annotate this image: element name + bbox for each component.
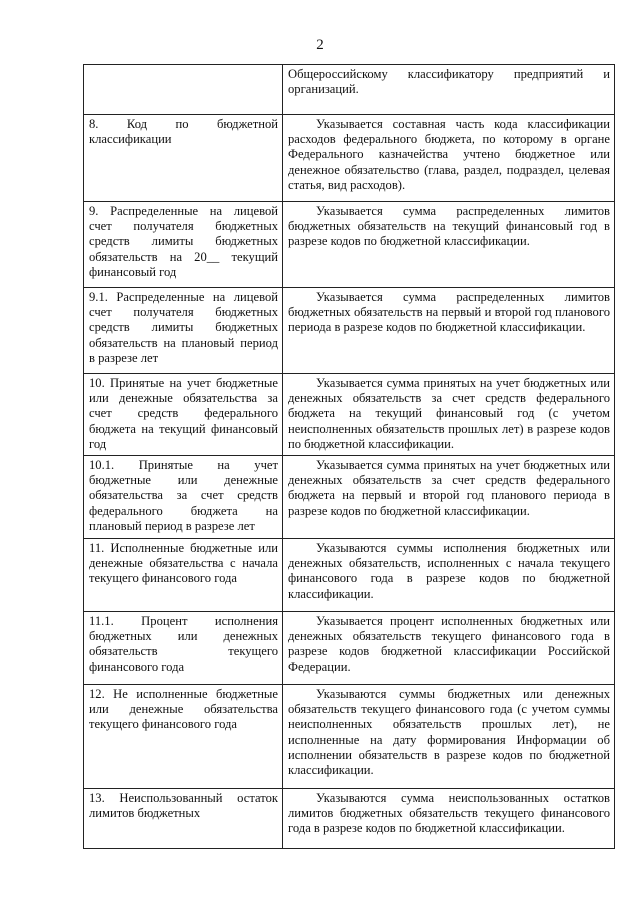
description-text: Указывается сумма принятых на учет бюджетных или денежных обязательств за счет средств федерального бюджета на первый и второй год планового периода в разрезе кодов по бюджетной классификации. <box>288 458 610 518</box>
description-text: Указывается сумма распределенных лимитов бюджетных обязательств на текущий финансовый год в разрезе кодов по бюджетной классификации. <box>288 204 610 249</box>
field-name-cell <box>84 456 283 539</box>
table-row <box>84 65 615 115</box>
table-row <box>84 374 615 456</box>
field-name-text: 13. Неиспользованный остаток лимитов бюджетных <box>89 791 278 821</box>
description-cell <box>283 539 615 612</box>
table-row <box>84 202 615 288</box>
field-name-cell <box>84 115 283 202</box>
description-cell <box>283 202 615 288</box>
page-number: 2 <box>316 37 324 53</box>
description-cell <box>283 456 615 539</box>
description-text: Указываются суммы исполнения бюджетных или денежных обязательств, исполненных с начала текущего финансового года в разрезе кодов по бюджетной классификации. <box>288 541 610 601</box>
table-row <box>84 685 615 789</box>
field-name-text: 12. Не исполненные бюджетные или денежные обязательства текущего финансового года <box>89 687 278 732</box>
field-name-cell <box>84 288 283 374</box>
field-name-cell <box>84 539 283 612</box>
field-name-cell <box>84 685 283 789</box>
table-row <box>84 539 615 612</box>
table-row <box>84 115 615 202</box>
description-cell <box>283 374 615 456</box>
description-cell <box>283 685 615 789</box>
field-name-cell <box>84 374 283 456</box>
description-cell <box>283 288 615 374</box>
table-row <box>84 456 615 539</box>
field-name-text: 9. Распределенные на лицевой счет получателя бюджетных средств лимиты бюджетных обязательств на 20__ текущий финансовый год <box>89 204 278 279</box>
field-name-cell <box>84 65 283 115</box>
field-name-cell <box>84 202 283 288</box>
description-cell <box>283 612 615 685</box>
field-name-text: 11. Исполненные бюджетные или денежные обязательства с начала текущего финансового года <box>89 541 278 586</box>
description-text: Общероссийскому классификатору предприятий и организаций. <box>288 67 610 97</box>
field-name-cell <box>84 612 283 685</box>
description-text: Указываются суммы бюджетных или денежных обязательств текущего финансового года (с учетом суммы неисполненных обязательств прошлых лет), не исполненные на дату формирования Информации об исполнении обязательств в разрезе кодов по бюджетной классификации. <box>288 687 610 778</box>
description-cell <box>283 115 615 202</box>
table-row <box>84 789 615 849</box>
description-cell <box>283 65 615 115</box>
field-name-text: 8. Код по бюджетной классификации <box>89 117 278 147</box>
description-text: Указывается составная часть кода классификации расходов федерального бюджета, по которому в органе Федерального казначейства учтено бюджетное или денежное обязательство (глава, раздел, подраздел, целевая статья, вид расходов). <box>288 117 610 192</box>
field-name-text: 10. Принятые на учет бюджетные или денежные обязательства за счет средств федерального бюджета на текущий финансовый год <box>89 376 278 451</box>
field-name-text: 10.1. Принятые на учет бюджетные или денежные обязательства за счет средств федерального бюджета на плановый период в разрезе лет <box>89 458 278 533</box>
field-name-text: 11.1. Процент исполнения бюджетных или денежных обязательств текущего финансового года <box>89 614 278 674</box>
table-row <box>84 288 615 374</box>
description-text: Указывается процент исполненных бюджетных или денежных обязательств текущего финансового года в разрезе кодов бюджетной классификации Российской Федерации. <box>288 614 610 674</box>
description-text: Указываются сумма неиспользованных остатков лимитов бюджетных обязательств текущего финансового года в разрезе кодов по бюджетной классификации. <box>288 791 610 836</box>
field-name-cell <box>84 789 283 849</box>
field-name-text: 9.1. Распределенные на лицевой счет получателя бюджетных средств лимиты бюджетных обязательств на плановый период в разрезе лет <box>89 290 278 365</box>
document-table <box>83 64 615 849</box>
table-row <box>84 612 615 685</box>
description-text: Указывается сумма распределенных лимитов бюджетных обязательств на первый и второй год планового периода в разрезе кодов по бюджетной классификации. <box>288 290 610 335</box>
description-text: Указывается сумма принятых на учет бюджетных или денежных обязательств за счет средств федерального бюджета на текущий финансовый год (с учетом неисполненных обязательств прошлых лет) в разрезе кодов по бюджетной классификации. <box>288 376 610 451</box>
description-cell <box>283 789 615 849</box>
